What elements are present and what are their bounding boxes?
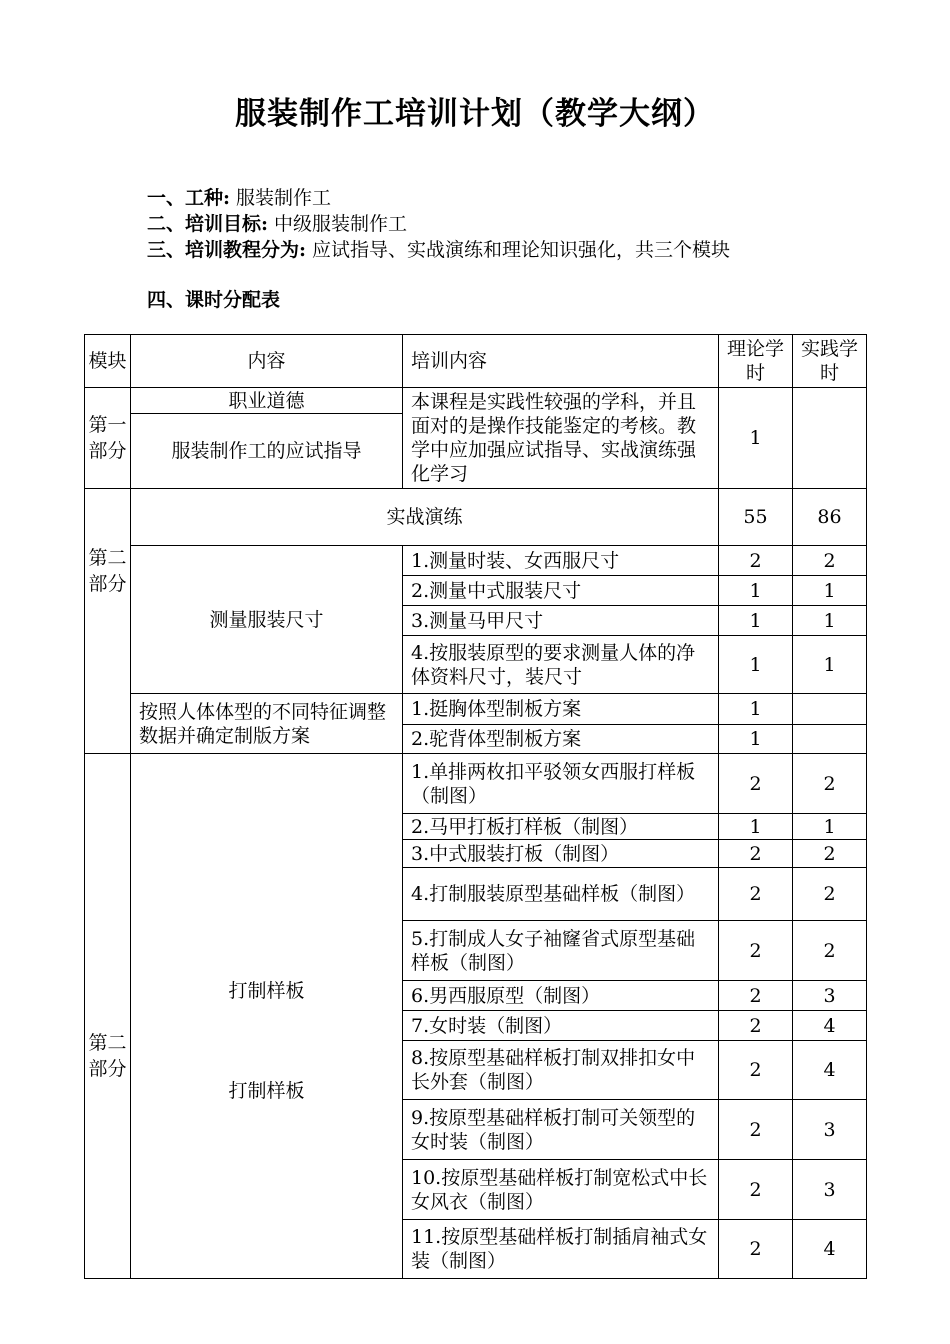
content-label-repeat: 打制样板 [228,1080,305,1102]
module-cell-part2: 第二部分 [85,489,131,754]
theory-cell: 2 [719,754,793,814]
table-row [85,694,867,725]
table-row [85,489,867,546]
practice-cell: 1 [793,576,867,606]
training-cell: 2.测量中式服装尺寸 [403,576,719,606]
practice-cell: 2 [793,754,867,814]
header-practice: 实践学时 [793,335,867,388]
theory-cell: 2 [719,1160,793,1220]
header-module: 模块 [85,335,131,388]
module-cell-part2-repeat: 第二部分 [85,754,131,1279]
theory-cell: 2 [719,546,793,576]
practice-cell: 86 [793,489,867,546]
training-cell: 5.打制成人女子袖窿省式原型基础样板（制图） [403,921,719,981]
theory-cell: 2 [719,1011,793,1041]
hours-table [84,334,867,1279]
training-cell: 1.测量时装、女西服尺寸 [403,546,719,576]
info-label: 二、培训目标: [147,213,269,235]
info-value: 应试指导、实战演练和理论知识强化，共三个模块 [306,239,731,261]
theory-cell: 1 [719,814,793,840]
practice-cell: 3 [793,981,867,1011]
practice-cell: 3 [793,1100,867,1160]
training-cell: 2.马甲打板打样板（制图） [403,814,719,840]
training-cell: 本课程是实践性较强的学科，并且面对的是操作技能鉴定的考核。教学中应加强应试指导、实战演练强化学习 [403,388,719,489]
info-label: 三、培训教程分为: [147,239,307,261]
training-cell: 2.驼背体型制板方案 [403,725,719,754]
theory-cell: 2 [719,981,793,1011]
info-label: 一、工种: [147,187,231,209]
practice-cell: 3 [793,1160,867,1220]
info-line-trade [147,186,331,211]
content-cell: 实战演练 [131,489,719,546]
theory-cell: 2 [719,1041,793,1100]
header-training: 培训内容 [403,335,719,388]
theory-cell: 1 [719,606,793,636]
theory-cell: 2 [719,868,793,921]
theory-cell: 2 [719,840,793,868]
theory-cell: 2 [719,1100,793,1160]
theory-cell: 1 [719,636,793,694]
table-row [85,388,867,414]
training-cell: 9.按原型基础样板打制可关领型的女时装（制图） [403,1100,719,1160]
page-title: 服装制作工培训计划（教学大纲） [235,96,715,132]
training-cell: 10.按原型基础样板打制宽松式中长女风衣（制图） [403,1160,719,1220]
content-cell: 服装制作工的应试指导 [131,414,403,489]
content-cell-pattern [131,754,403,1279]
header-content: 内容 [131,335,403,388]
theory-cell: 2 [719,921,793,981]
training-cell: 1.单排两枚扣平驳领女西服打样板（制图） [403,754,719,814]
practice-cell: 2 [793,840,867,868]
header-row [85,335,867,388]
training-cell: 3.测量马甲尺寸 [403,606,719,636]
info-label: 四、课时分配表 [147,289,281,311]
info-line-hours-table [147,288,280,313]
info-line-goal [147,212,407,237]
practice-cell: 1 [793,606,867,636]
content-cell: 职业道德 [131,388,403,414]
theory-cell: 1 [719,694,793,725]
training-cell: 4.按服装原型的要求测量人体的净体资料尺寸，装尺寸 [403,636,719,694]
training-cell: 3.中式服装打板（制图） [403,840,719,868]
content-label: 打制样板 [228,980,305,1002]
practice-cell [793,694,867,725]
training-cell: 1.挺胸体型制板方案 [403,694,719,725]
info-line-course [147,238,827,263]
practice-cell: 1 [793,814,867,840]
practice-cell: 1 [793,636,867,694]
table-row [85,754,867,814]
theory-cell: 1 [719,725,793,754]
training-cell: 11.按原型基础样板打制插肩袖式女装（制图） [403,1220,719,1279]
theory-cell: 1 [719,388,793,489]
content-cell: 按照人体体型的不同特征调整数据并确定制版方案 [131,694,403,754]
table-row [85,546,867,576]
practice-cell: 4 [793,1220,867,1279]
training-cell: 6.男西服原型（制图） [403,981,719,1011]
training-cell: 4.打制服装原型基础样板（制图） [403,868,719,921]
theory-cell: 2 [719,1220,793,1279]
practice-cell: 4 [793,1011,867,1041]
theory-cell: 55 [719,489,793,546]
theory-cell: 1 [719,576,793,606]
practice-cell [793,725,867,754]
module-cell-part1: 第一部分 [85,388,131,489]
practice-cell: 2 [793,921,867,981]
practice-cell [793,388,867,489]
content-cell: 测量服装尺寸 [131,546,403,694]
info-value: 中级服装制作工 [268,213,408,235]
practice-cell: 2 [793,546,867,576]
training-cell: 7.女时装（制图） [403,1011,719,1041]
info-value: 服装制作工 [230,187,332,209]
practice-cell: 2 [793,868,867,921]
practice-cell: 4 [793,1041,867,1100]
training-cell: 8.按原型基础样板打制双排扣女中长外套（制图） [403,1041,719,1100]
header-theory: 理论学时 [719,335,793,388]
